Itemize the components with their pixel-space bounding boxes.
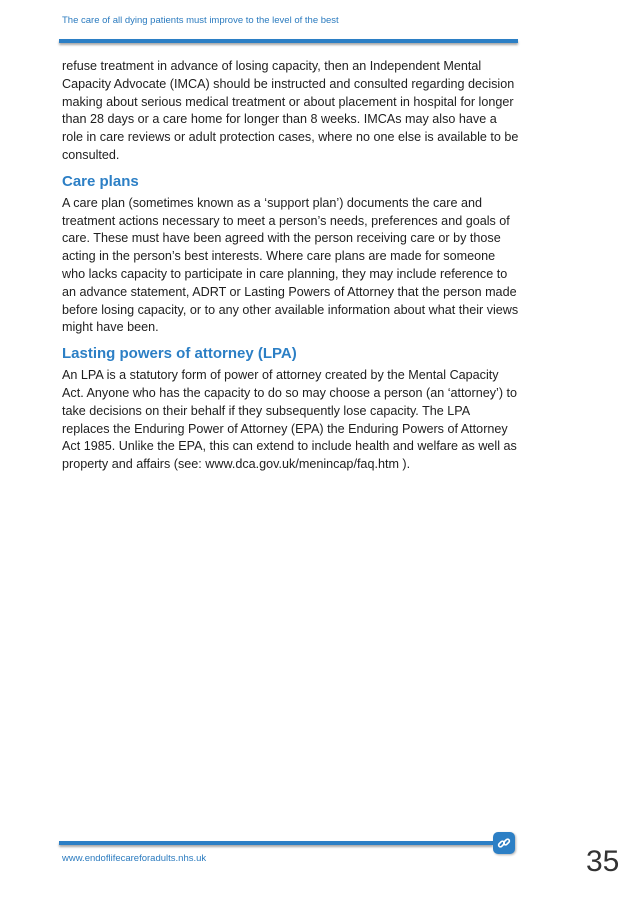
care-plans-paragraph: A care plan (sometimes known as a ‘support plan’) documents the care and treatment actions necessary to meet a person’s needs, preferences and goals of care. These must have been agreed with the person receiving care or by those acting in the person’s best interests. Where care plans are made for someone who lacks capacity to participate in care planning, they may include reference to an advance statement, ADRT or Lasting Powers of Attorney that the person made before losing capacity, or to any other available information about what their views might have been. bbox=[62, 195, 519, 335]
header-divider bbox=[59, 39, 518, 43]
footer-divider bbox=[59, 841, 493, 845]
lpa-heading: Lasting powers of attorney (LPA) bbox=[62, 345, 297, 363]
chain-link-glyph bbox=[497, 836, 511, 850]
page-number: 35 bbox=[586, 845, 620, 878]
lpa-paragraph: An LPA is a statutory form of power of attorney created by the Mental Capacity Act. Anyone who has the capacity to do so may choose a person (an ‘attorney’) to take decisions on their behalf if they subsequently lose capacity. The LPA replaces the Enduring Power of Attorney (EPA) the Enduring Powers of Attorney Act 1985. Unlike the EPA, this can extend to include health and welfare as well as property and affairs (see: www.dca.gov.uk/menincap/faq.htm ). bbox=[62, 368, 518, 472]
care-plans-heading: Care plans bbox=[62, 172, 139, 190]
chain-link-icon[interactable] bbox=[493, 832, 515, 854]
intro-paragraph: refuse treatment in advance of losing capacity, then an Independent Mental Capacity Advocate (IMCA) should be instructed and consulted regarding decision making about serious medical treatment or about placement in hospital for longer than 28 days or a care home for longer than 8 weeks. IMCAs may also have a role in care reviews or adult protection cases, where no one else is available to be consulted. bbox=[62, 59, 519, 162]
page-content bbox=[62, 58, 520, 474]
running-header: The care of all dying patients must improve to the level of the best bbox=[62, 15, 339, 26]
footer-url-link[interactable]: www.endoflifecareforadults.nhs.uk bbox=[62, 853, 207, 864]
